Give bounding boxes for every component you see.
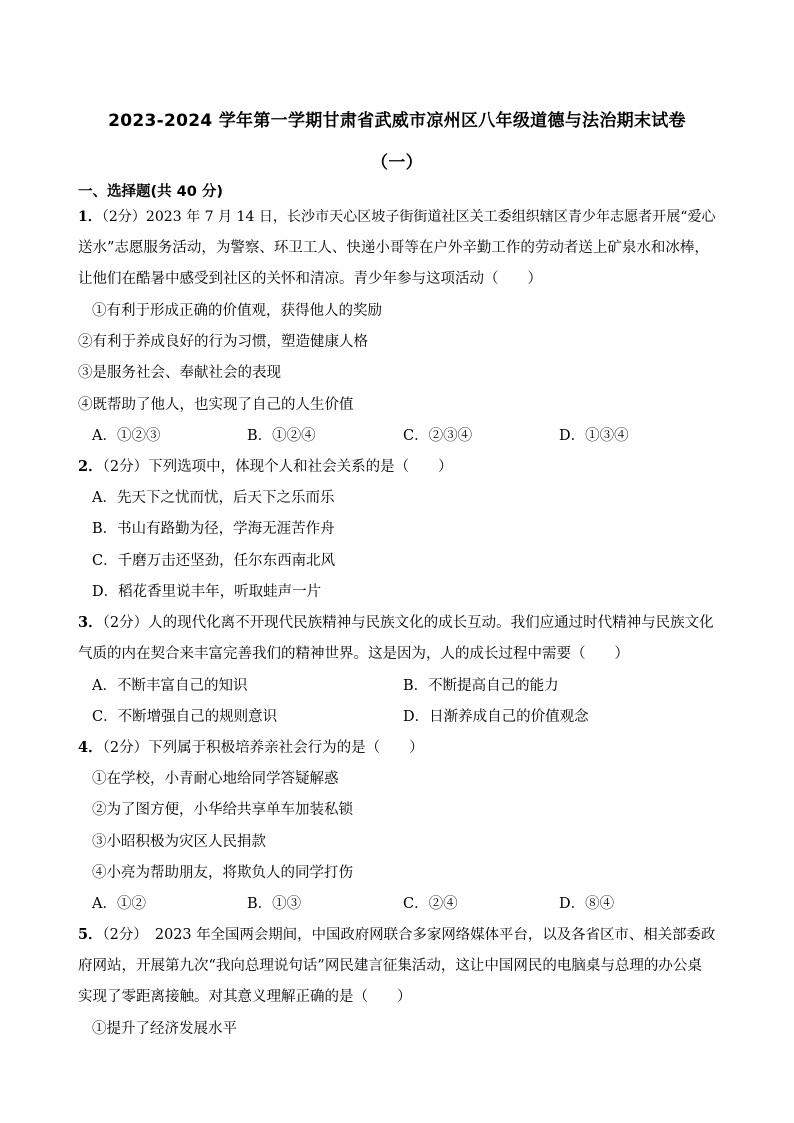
question-1-statement-1: ①有利于形成正确的价值观，获得他人的奖励 [92,303,382,319]
question-number: 4． [78,739,103,756]
page-subtitle: （一） [371,153,423,173]
question-score: （2分） [101,209,146,225]
question-number: 5． [78,926,103,943]
question-3-line-1 [78,614,714,632]
question-1-line-1 [78,208,716,226]
question-score: （2分） [102,459,149,475]
question-number: 1． [78,209,102,225]
question-text: 2023 年全国两会期间，中国政府网联合多家网络媒体平台，以及各省区市、相关部委政 [140,927,716,943]
question-3-option-d: D．日渐养成自己的价值观念 [403,709,589,725]
question-1-statement-3: ③是服务社会、奉献社会的表现 [78,365,281,381]
question-4-statement-2: ②为了图方便，小华给共享单车加装私锁 [92,802,353,818]
question-text: 2023 年 7 月 14 日，长沙市天心区坡子街街道社区关工委组织辖区青少年志愿者开展“爱心 [145,209,716,225]
question-2-option-c: C．千磨万击还坚劲，任尔东西南北风 [92,553,336,569]
question-score: （2分） [102,615,149,631]
question-4-option-c: C．②④ [403,896,458,912]
question-2-option-b: B．书山有路勤为径，学海无涯苦作舟 [92,521,335,537]
question-5-line-1 [78,926,715,944]
question-4-option-a: A．①② [92,896,146,912]
question-4-statement-1: ①在学校，小青耐心地给同学答疑解惑 [92,771,339,787]
question-1-option-d: D．①③④ [559,428,629,444]
question-number: 3． [78,614,103,631]
question-number: 2． [78,458,103,475]
question-text: 下列选项中，体现个人和社会关系的是（ ） [148,459,453,475]
page-title: 2023-2024 学年第一学期甘肃省武威市凉州区八年级道德与法治期末试卷 [108,111,686,131]
question-1-statement-2: ②有利于养成良好的行为习惯，塑造健康人格 [78,334,368,350]
question-4-statement-3: ③小昭积极为灾区人民捐款 [92,834,266,850]
question-1-option-c: C．②③④ [403,428,473,444]
question-5-statement-1: ①提升了经济发展水平 [92,1021,237,1037]
question-1-line-2: 送水”志愿服务活动，为警察、环卫工人、快递小哥等在户外辛勤工作的劳动者送上矿泉水和冰棒， [78,240,709,256]
question-3-option-a: A．不断丰富自己的知识 [92,678,248,694]
section-heading: 一、选择题(共 40 分) [78,184,224,200]
question-1-statement-4: ④既帮助了他人，也实现了自己的人生价值 [78,397,354,413]
question-4-option-b: B．①③ [247,896,302,912]
question-2-option-d: D．稻花香里说丰年，听取蛙声一片 [92,584,322,600]
question-4-statement-4: ④小亮为帮助朋友，将欺负人的同学打伤 [92,865,353,881]
question-4-option-d: D．⑧④ [559,896,615,912]
question-3-option-b: B．不断提高自己的能力 [403,678,559,694]
question-4-line-1 [78,739,424,757]
question-score: （2分） [102,740,149,756]
question-1-line-3: 让他们在酷暑中感受到社区的关怀和清凉。青少年参与这项活动（ ） [78,271,542,287]
question-score: （2分） [102,927,141,943]
question-3-line-2: 气质的内在契合来丰富完善我们的精神世界。这是因为，人的成长过程中需要（ ） [78,646,629,662]
question-5-line-2: 府网站，开展第九次“我向总理说句话”网民建言征集活动，这让中国网民的电脑桌与总理的办公桌 [78,958,702,974]
question-2-option-a: A．先天下之忧而忧，后天下之乐而乐 [92,490,335,506]
question-1-option-a: A．①②③ [92,428,161,444]
question-1-option-b: B．①②④ [247,428,316,444]
question-3-option-c: C．不断增强自己的规则意识 [92,709,278,725]
question-text: 人的现代化离不开现代民族精神与民族文化的成长互动。我们应通过时代精神与民族文化 [148,615,714,631]
question-5-line-3: 实现了零距离接触。对其意义理解正确的是（ ） [78,989,412,1005]
question-2-line-1 [78,458,453,476]
question-text: 下列属于积极培养亲社会行为的是（ ） [148,740,424,756]
